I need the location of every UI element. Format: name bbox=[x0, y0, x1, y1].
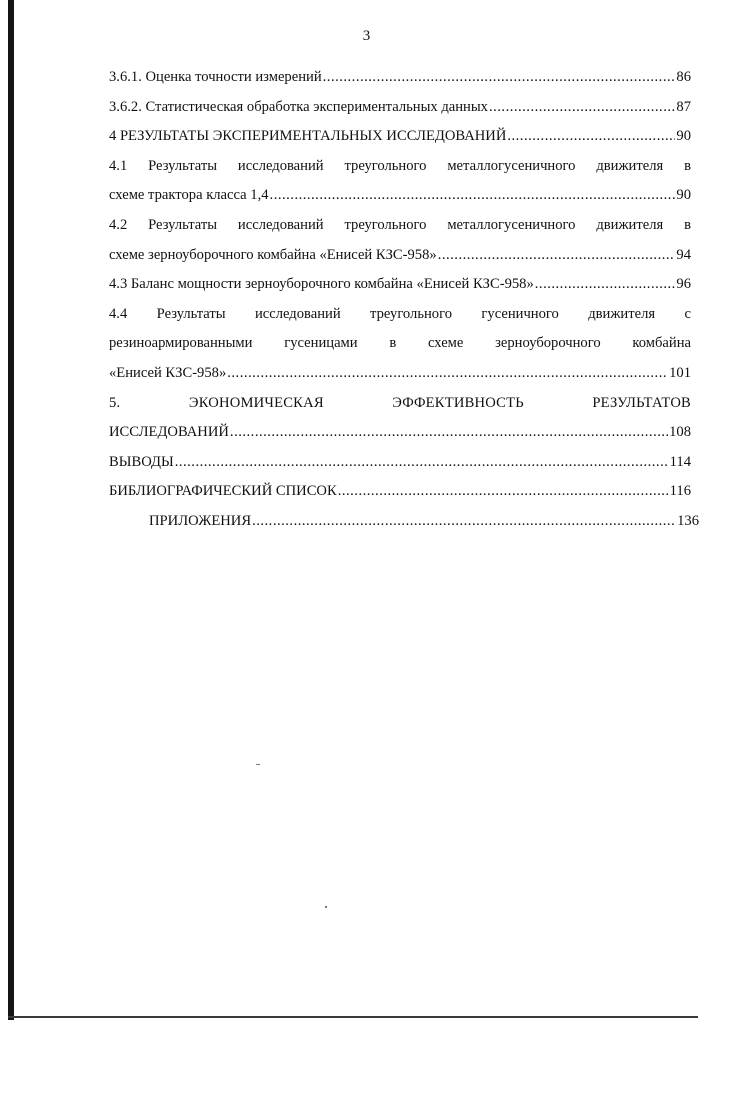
toc-entry[interactable] bbox=[109, 507, 699, 537]
toc-entry-first-line[interactable] bbox=[109, 211, 691, 241]
toc-entry-page: 114 bbox=[669, 453, 691, 470]
toc-entry-page: 101 bbox=[669, 364, 691, 381]
toc-entry[interactable] bbox=[109, 477, 691, 507]
toc-entry-first-line[interactable] bbox=[109, 389, 691, 419]
toc-entry-page: 116 bbox=[669, 483, 691, 500]
toc-entry-title: 4.3 Баланс мощности зерноуборочного комбайна «Енисей КЗС-958» bbox=[109, 276, 534, 293]
toc-entry-first-line[interactable] bbox=[109, 300, 691, 330]
toc-entry-title: 3.6.1. Оценка точности измерений bbox=[109, 69, 322, 85]
dot-leader bbox=[507, 122, 675, 152]
toc-entry-title: БИБЛИОГРАФИЧЕСКИЙ СПИСОК bbox=[109, 483, 337, 500]
dot-leader bbox=[489, 93, 675, 123]
toc-entry[interactable] bbox=[109, 359, 691, 389]
toc-entry-text: 4.2 Результаты исследований треугольного металлогусеничного движителя в bbox=[109, 216, 691, 233]
toc-entry-title: схеме трактора класса 1,4 bbox=[109, 187, 269, 204]
toc-entry-page: 96 bbox=[676, 276, 691, 293]
toc-entry-text: резиноармированными гусеницами в схеме зерноуборочного комбайна bbox=[109, 335, 691, 352]
page-number: 3 bbox=[362, 28, 371, 44]
toc-entry-page: 87 bbox=[676, 98, 691, 115]
dot-leader bbox=[338, 477, 669, 507]
dot-leader bbox=[175, 448, 669, 478]
toc-entry-first-line[interactable] bbox=[109, 152, 691, 182]
toc-entry-page: 136 bbox=[677, 512, 699, 529]
toc-entry-page: 90 bbox=[676, 128, 691, 145]
toc-entry-title: схеме зерноуборочного комбайна «Енисей КЗС-958» bbox=[109, 246, 437, 263]
toc-entry[interactable] bbox=[109, 181, 691, 211]
toc-entry[interactable] bbox=[109, 418, 691, 448]
table-of-contents bbox=[109, 63, 699, 537]
toc-entry[interactable] bbox=[109, 270, 691, 300]
toc-entry-text: 5. ЭКОНОМИЧЕСКАЯ ЭФФЕКТИВНОСТЬ РЕЗУЛЬТАТОВ bbox=[109, 394, 691, 411]
dot-leader bbox=[535, 270, 676, 300]
toc-entry[interactable] bbox=[109, 241, 691, 271]
toc-entry-page: 94 bbox=[676, 246, 691, 263]
scan-bottom-edge bbox=[8, 1016, 698, 1018]
toc-entry-title: ПРИЛОЖЕНИЯ bbox=[149, 512, 252, 529]
toc-entry-page: 86 bbox=[676, 69, 691, 85]
scan-speck bbox=[256, 764, 260, 765]
dot-leader bbox=[323, 63, 676, 93]
toc-entry[interactable] bbox=[109, 122, 691, 152]
toc-entry[interactable] bbox=[109, 93, 691, 123]
toc-entry-title: 4 РЕЗУЛЬТАТЫ ЭКСПЕРИМЕНТАЛЬНЫХ ИССЛЕДОВАНИЙ bbox=[109, 128, 507, 145]
toc-entry-text: 4.4 Результаты исследований треугольного гусеничного движителя с bbox=[109, 305, 691, 322]
toc-entry[interactable] bbox=[109, 448, 691, 478]
scan-left-edge bbox=[8, 0, 14, 1020]
toc-entry-title: ВЫВОДЫ bbox=[109, 453, 174, 470]
dot-leader bbox=[270, 181, 676, 211]
dot-leader bbox=[438, 241, 676, 271]
toc-entry-title: «Енисей КЗС-958» bbox=[109, 364, 227, 381]
toc-entry[interactable] bbox=[109, 63, 691, 93]
toc-entry-title: 3.6.2. Статистическая обработка экспериментальных данных bbox=[109, 98, 488, 115]
dot-leader bbox=[230, 418, 668, 448]
toc-entry-title: ИССЛЕДОВАНИЙ bbox=[109, 424, 229, 441]
dot-leader bbox=[227, 359, 668, 389]
toc-entry-page: 90 bbox=[676, 187, 691, 204]
dot-leader bbox=[252, 507, 676, 537]
toc-entry-page: 108 bbox=[669, 424, 691, 441]
toc-entry-text: 4.1 Результаты исследований треугольного металлогусеничного движителя в bbox=[109, 157, 691, 174]
toc-entry-second-line[interactable] bbox=[109, 329, 691, 359]
scan-speck bbox=[325, 906, 327, 908]
